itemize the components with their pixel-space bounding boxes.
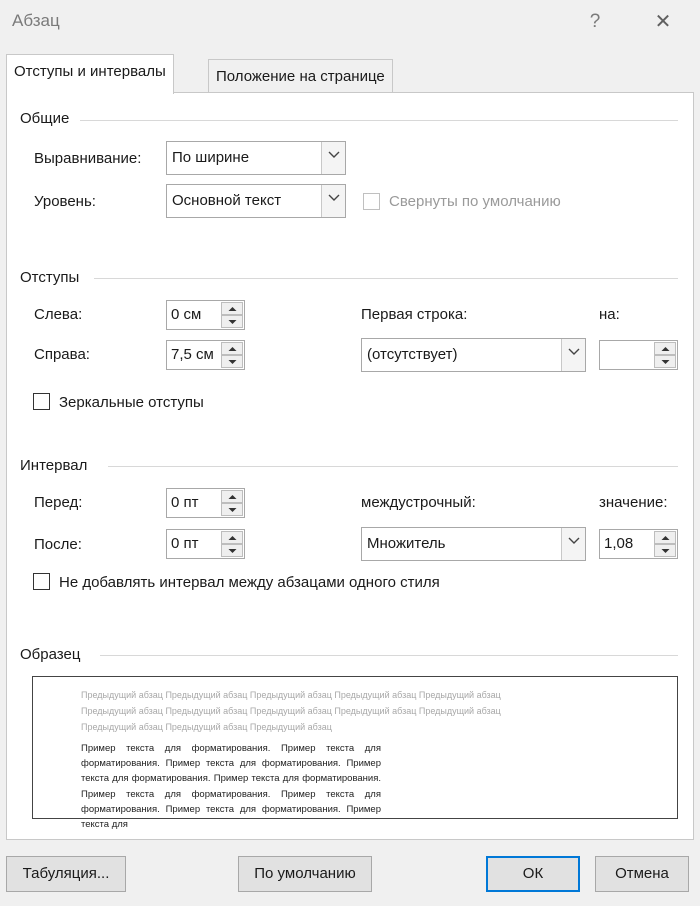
line-spacing-value: Множитель (367, 535, 446, 552)
first-line-label: Первая строка: (361, 306, 468, 323)
indent-left-label: Слева: (34, 306, 83, 323)
chevron-down-icon[interactable] (321, 142, 345, 174)
spacing-after-value: 0 пт (171, 535, 199, 552)
spin-up-icon[interactable] (221, 490, 243, 503)
at-value: 1,08 (604, 535, 634, 552)
spin-down-icon[interactable] (221, 355, 243, 368)
spin-down-icon[interactable] (221, 315, 243, 328)
spin-up-icon[interactable] (654, 531, 676, 544)
spin-up-icon[interactable] (221, 531, 243, 544)
spacing-before-label: Перед: (34, 494, 83, 511)
level-select[interactable] (166, 184, 346, 218)
indent-left-value: 0 см (171, 306, 202, 323)
general-heading: Общие (20, 110, 75, 127)
spin-down-icon[interactable] (221, 544, 243, 557)
spacing-before-value: 0 пт (171, 494, 199, 511)
preview-previous-paragraph: Предыдущий абзац Предыдущий абзац Предыдущий абзац Предыдущий абзац Предыдущий абзац Предыдущий абзац Предыдущий абзац Предыдущий абзац Предыдущий абзац Предыдущий абзац Предыдущий абзац Предыдущий абзац Предыдущий абзац (81, 690, 501, 732)
no-space-label: Не добавлять интервал между абзацами одного стиля (59, 574, 440, 591)
chevron-down-icon[interactable] (561, 528, 585, 560)
line-spacing-label: междустрочный: (361, 494, 476, 511)
spin-up-icon[interactable] (221, 342, 243, 355)
indent-right-spinner[interactable] (166, 340, 245, 370)
at-spinner[interactable] (599, 529, 678, 559)
preview-sample-paragraph: Пример текста для форматирования. Пример текста для форматирования. Пример текста для форматирования. Пример текста для форматирования. Пример текста для форматирования. Пример текста для форматирования. Пример текста для форматирования. Пример текста для форматирования. Пример текста для (81, 743, 381, 831)
spin-up-icon[interactable] (221, 302, 243, 315)
help-button[interactable]: ? (589, 11, 601, 32)
chevron-down-icon[interactable] (321, 185, 345, 217)
spacing-after-spinner[interactable] (166, 529, 245, 559)
level-value: Основной текст (172, 192, 282, 209)
alignment-value: По ширине (172, 149, 250, 166)
indents-heading: Отступы (20, 269, 85, 286)
mirror-indents-label: Зеркальные отступы (59, 394, 204, 411)
spacing-heading: Интервал (20, 457, 93, 474)
indents-divider (94, 278, 678, 279)
first-line-value: (отсутствует) (367, 346, 458, 363)
general-divider (80, 120, 678, 121)
spacing-after-label: После: (34, 536, 82, 553)
close-button[interactable]: ✕ (654, 11, 672, 33)
tabs-button[interactable]: Табуляция... (6, 856, 126, 892)
indent-left-spinner[interactable] (166, 300, 245, 330)
chevron-down-icon[interactable] (561, 339, 585, 371)
spin-down-icon[interactable] (654, 355, 676, 368)
alignment-label: Выравнивание: (34, 150, 142, 167)
tab-indents-spacing[interactable]: Отступы и интервалы (6, 54, 174, 94)
preview-divider (100, 655, 678, 656)
cancel-button[interactable]: Отмена (595, 856, 689, 892)
spacing-before-spinner[interactable] (166, 488, 245, 518)
line-spacing-select[interactable] (361, 527, 586, 561)
spin-down-icon[interactable] (654, 544, 676, 557)
collapsed-label: Свернуты по умолчанию (389, 193, 561, 210)
dialog-title: Абзац (12, 11, 60, 30)
preview-heading: Образец (20, 646, 86, 663)
collapsed-checkbox[interactable] (363, 193, 380, 210)
spin-down-icon[interactable] (221, 503, 243, 516)
set-default-button[interactable]: По умолчанию (238, 856, 372, 892)
tab-line-page-breaks[interactable]: Положение на странице (208, 59, 393, 93)
first-line-select[interactable] (361, 338, 586, 372)
by-label: на: (599, 306, 620, 323)
by-spinner[interactable] (599, 340, 678, 370)
indent-right-label: Справа: (34, 346, 90, 363)
spacing-divider (108, 466, 678, 467)
indent-right-value: 7,5 см (171, 346, 214, 363)
no-space-checkbox[interactable] (33, 573, 50, 590)
level-label: Уровень: (34, 193, 96, 210)
alignment-select[interactable] (166, 141, 346, 175)
mirror-indents-checkbox[interactable] (33, 393, 50, 410)
spin-up-icon[interactable] (654, 342, 676, 355)
at-label: значение: (599, 494, 668, 511)
preview-box (32, 676, 678, 831)
ok-button[interactable]: ОК (486, 856, 580, 892)
